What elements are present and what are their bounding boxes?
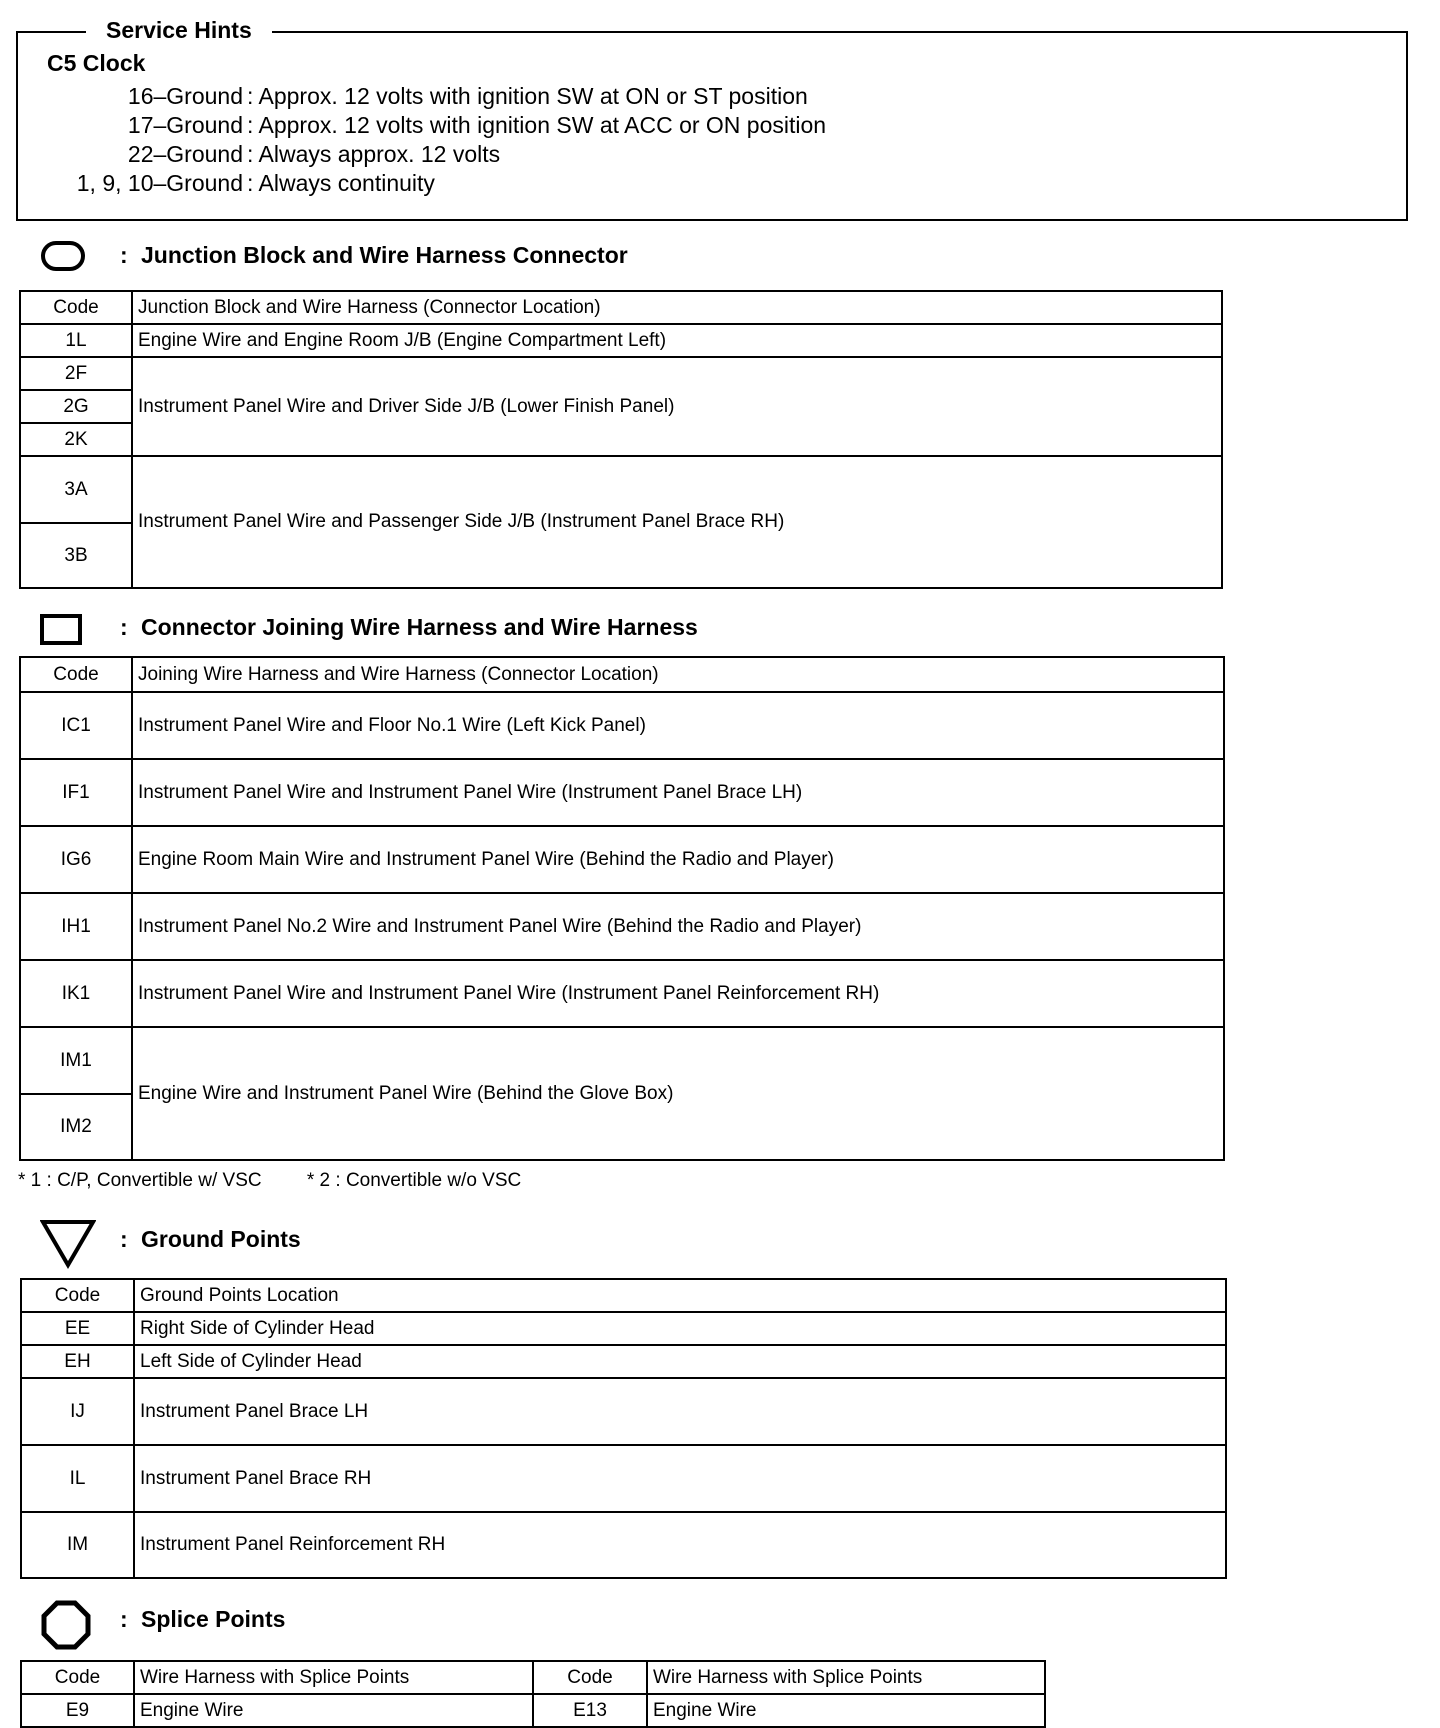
desc-header: Wire Harness with Splice Points bbox=[647, 1661, 1045, 1694]
ground-table bbox=[20, 1278, 1227, 1579]
square-symbol-icon bbox=[40, 610, 86, 646]
table-row bbox=[21, 1378, 1226, 1445]
desc-cell: Instrument Panel No.2 Wire and Instrument Panel Wire (Behind the Radio and Player) bbox=[132, 893, 1224, 960]
table-row bbox=[21, 1512, 1226, 1578]
hint-terminal: 1, 9, 10–Ground bbox=[76, 170, 243, 196]
desc-cell: Engine Wire and Instrument Panel Wire (Behind the Glove Box) bbox=[132, 1027, 1224, 1160]
desc-cell: Instrument Panel Wire and Passenger Side J/B (Instrument Panel Brace RH) bbox=[132, 456, 1222, 588]
hint-value: : Always continuity bbox=[247, 170, 435, 196]
hint-value: : Approx. 12 volts with ignition SW at ON or ST position bbox=[247, 83, 808, 109]
code-cell: EE bbox=[21, 1312, 134, 1345]
splice-table bbox=[20, 1660, 1046, 1728]
triangle-symbol-icon bbox=[40, 1219, 96, 1269]
code-cell: IC1 bbox=[20, 692, 132, 759]
table-row bbox=[20, 960, 1224, 1027]
table-header-row bbox=[20, 291, 1222, 324]
table-row bbox=[20, 759, 1224, 826]
desc-cell: Instrument Panel Wire and Floor No.1 Wire (Left Kick Panel) bbox=[132, 692, 1224, 759]
code-header: Code bbox=[21, 1279, 134, 1312]
hint-terminal: 16–Ground bbox=[127, 83, 243, 109]
desc-header: Ground Points Location bbox=[134, 1279, 1226, 1312]
desc-cell: Instrument Panel Reinforcement RH bbox=[134, 1512, 1226, 1578]
table-row bbox=[20, 692, 1224, 759]
connector-section-title: Connector Joining Wire Harness and Wire Harness bbox=[141, 614, 698, 640]
junction-table bbox=[19, 290, 1223, 589]
hint-terminal: 17–Ground bbox=[127, 112, 243, 138]
code-cell: EH bbox=[21, 1345, 134, 1378]
code-cell: IM2 bbox=[20, 1094, 132, 1160]
desc-header: Joining Wire Harness and Wire Harness (Connector Location) bbox=[132, 657, 1224, 692]
table-header-row bbox=[20, 657, 1224, 692]
code-header: Code bbox=[20, 657, 132, 692]
desc-cell: Instrument Panel Wire and Instrument Panel Wire (Instrument Panel Reinforcement RH) bbox=[132, 960, 1224, 1027]
desc-cell: Engine Wire and Engine Room J/B (Engine Compartment Left) bbox=[132, 324, 1222, 357]
hint-terminal: 22–Ground bbox=[127, 141, 243, 167]
code-cell: 3A bbox=[20, 456, 132, 523]
desc-header: Wire Harness with Splice Points bbox=[134, 1661, 533, 1694]
code-cell: E9 bbox=[21, 1694, 134, 1727]
desc-cell: Left Side of Cylinder Head bbox=[134, 1345, 1226, 1378]
code-cell: 2K bbox=[20, 423, 132, 456]
desc-cell: Instrument Panel Brace LH bbox=[134, 1378, 1226, 1445]
table-row bbox=[20, 826, 1224, 893]
table-row bbox=[20, 324, 1222, 357]
code-cell: IF1 bbox=[20, 759, 132, 826]
colon: : bbox=[120, 614, 128, 640]
code-cell: IG6 bbox=[20, 826, 132, 893]
desc-cell: Engine Wire bbox=[134, 1694, 533, 1727]
footnotes bbox=[18, 1170, 561, 1192]
colon: : bbox=[120, 1226, 128, 1252]
code-header: Code bbox=[21, 1661, 134, 1694]
code-cell: 3B bbox=[20, 523, 132, 588]
octagon-symbol-icon bbox=[40, 1599, 96, 1655]
rounded-rect-symbol-icon bbox=[40, 238, 86, 274]
desc-cell: Instrument Panel Brace RH bbox=[134, 1445, 1226, 1512]
table-row bbox=[20, 456, 1222, 523]
table-row bbox=[20, 1027, 1224, 1094]
table-row bbox=[20, 893, 1224, 960]
code-cell: IM bbox=[21, 1512, 134, 1578]
code-cell: E13 bbox=[533, 1694, 647, 1727]
code-cell: IK1 bbox=[20, 960, 132, 1027]
connector-table bbox=[19, 656, 1225, 1161]
hint-value: : Always approx. 12 volts bbox=[247, 141, 501, 167]
desc-cell: Instrument Panel Wire and Driver Side J/B (Lower Finish Panel) bbox=[132, 357, 1222, 456]
code-header: Code bbox=[533, 1661, 647, 1694]
splice-section-title: Splice Points bbox=[141, 1606, 286, 1632]
code-cell: IJ bbox=[21, 1378, 134, 1445]
code-cell: IM1 bbox=[20, 1027, 132, 1094]
table-row bbox=[21, 1345, 1226, 1378]
ground-section-title: Ground Points bbox=[141, 1226, 301, 1252]
table-row bbox=[21, 1694, 1045, 1727]
desc-cell: Engine Room Main Wire and Instrument Panel Wire (Behind the Radio and Player) bbox=[132, 826, 1224, 893]
code-cell: 2F bbox=[20, 357, 132, 390]
desc-cell: Engine Wire bbox=[647, 1694, 1045, 1727]
desc-header: Junction Block and Wire Harness (Connector Location) bbox=[132, 291, 1222, 324]
footnote: * 1 : C/P, Convertible w/ VSC bbox=[18, 1170, 262, 1191]
component-heading: C5 Clock bbox=[47, 50, 146, 76]
table-header-row bbox=[21, 1661, 1045, 1694]
code-header: Code bbox=[20, 291, 132, 324]
colon: : bbox=[120, 1606, 128, 1632]
desc-cell: Right Side of Cylinder Head bbox=[134, 1312, 1226, 1345]
table-row bbox=[20, 357, 1222, 390]
code-cell: 1L bbox=[20, 324, 132, 357]
desc-cell: Instrument Panel Wire and Instrument Panel Wire (Instrument Panel Brace LH) bbox=[132, 759, 1224, 826]
code-cell: 2G bbox=[20, 390, 132, 423]
service-hints-title: Service Hints bbox=[86, 15, 272, 45]
junction-section-title: Junction Block and Wire Harness Connector bbox=[141, 242, 628, 268]
code-cell: IL bbox=[21, 1445, 134, 1512]
code-cell: IH1 bbox=[20, 893, 132, 960]
table-row bbox=[21, 1445, 1226, 1512]
table-row bbox=[21, 1312, 1226, 1345]
footnote: * 2 : Convertible w/o VSC bbox=[306, 1170, 522, 1191]
colon: : bbox=[120, 242, 128, 268]
table-header-row bbox=[21, 1279, 1226, 1312]
hint-value: : Approx. 12 volts with ignition SW at ACC or ON position bbox=[247, 112, 827, 138]
